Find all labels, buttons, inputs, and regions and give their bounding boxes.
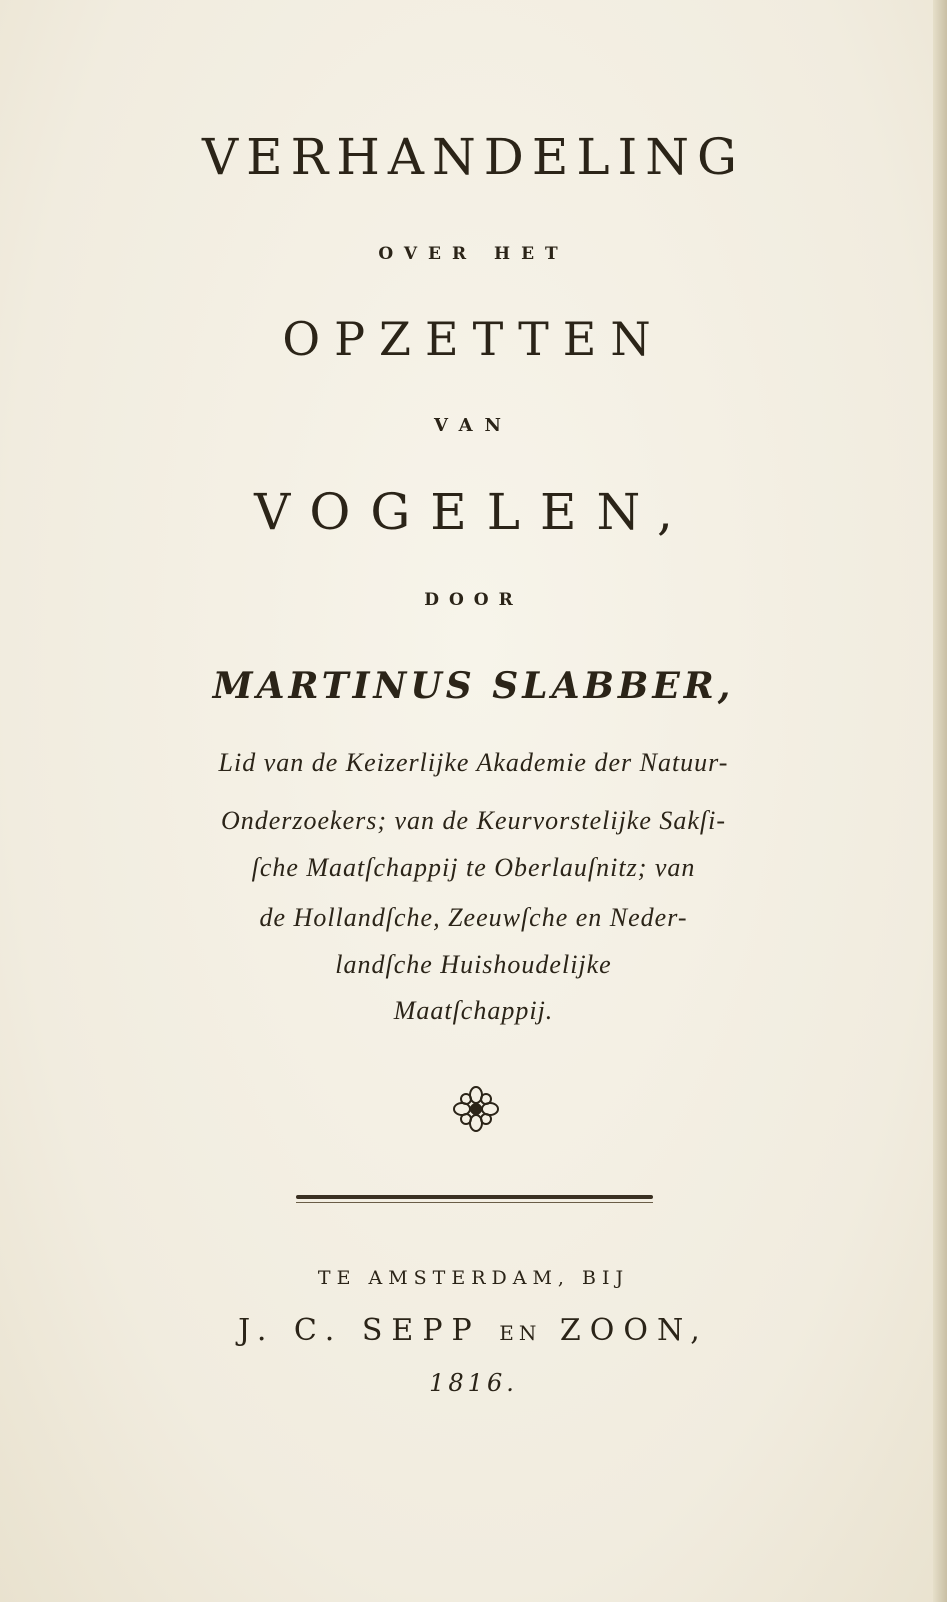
publisher-name-c: ZOON, bbox=[559, 1313, 709, 1348]
publisher-name-a: J. C. SEPP bbox=[238, 1313, 481, 1348]
horizontal-rule bbox=[296, 1195, 653, 1199]
affiliation-line-4: de Hollandſche, Zeeuwſche en Neder- bbox=[259, 903, 688, 932]
title-line-5: VOGELEN, bbox=[254, 483, 693, 541]
publication-year: 1816. bbox=[429, 1369, 518, 1397]
affiliation-line-1: Lid van de Keizerlijke Akademie der Natuur- bbox=[218, 748, 729, 777]
title-line-3: OPZETTEN bbox=[282, 312, 665, 366]
affiliation-line-6: Maatſchappij. bbox=[393, 996, 554, 1025]
affiliation-line-3: ſche Maatſchappij te Oberlauſnitz; van bbox=[251, 853, 696, 882]
affiliation-line-2: Onderzoekers; van de Keurvorstelijke Sakſi- bbox=[220, 806, 727, 835]
title-line-2: OVER HET bbox=[378, 244, 569, 264]
page-edge bbox=[933, 0, 947, 1602]
author-name: MARTINUS SLABBER, bbox=[212, 665, 735, 707]
flower-ornament-icon bbox=[453, 1086, 499, 1132]
publisher-name-b: EN bbox=[499, 1321, 542, 1345]
publisher-line-1: TE AMSTERDAM, BIJ bbox=[317, 1267, 630, 1289]
title-line-1: VERHANDELING bbox=[202, 128, 745, 186]
by-label: DOOR bbox=[424, 590, 523, 610]
affiliation-line-5: landſche Huishoudelijke bbox=[335, 950, 612, 979]
publisher-line-2 bbox=[0, 1313, 947, 1348]
title-line-4: VAN bbox=[434, 415, 513, 436]
